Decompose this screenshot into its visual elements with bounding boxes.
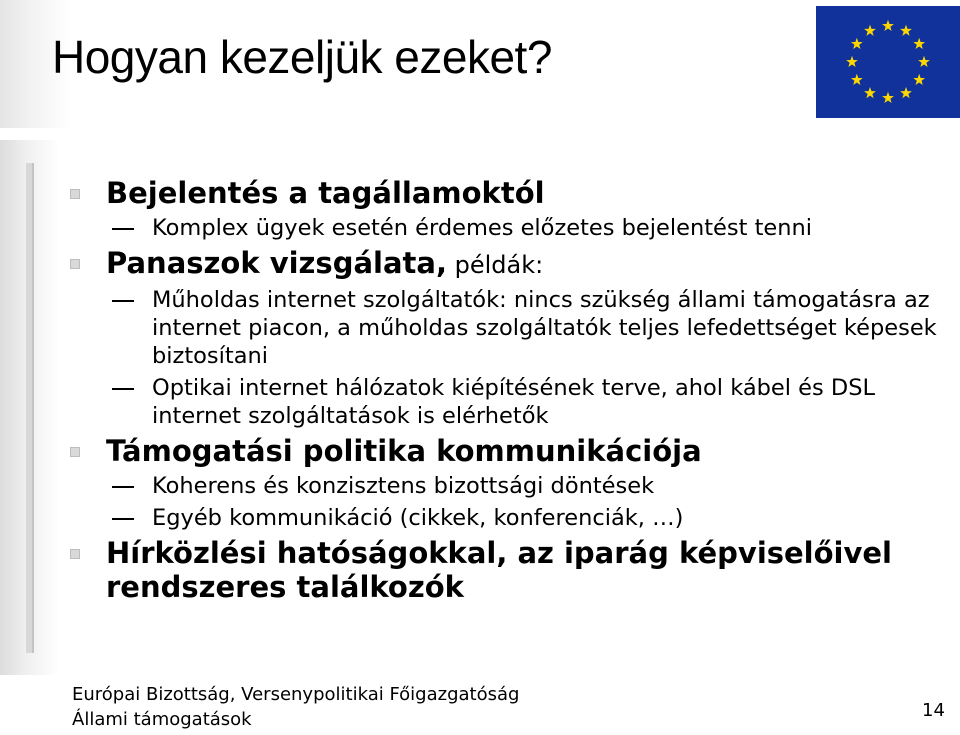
slide-title: Hogyan kezeljük ezeket? <box>52 31 552 83</box>
square-bullet-icon <box>70 189 80 199</box>
dash-bullet-icon <box>112 300 134 302</box>
eu-flag-stars <box>816 6 960 118</box>
slide-content <box>66 176 946 608</box>
flag-star-icon <box>846 56 858 67</box>
eu-flag-icon <box>816 6 960 118</box>
footer-subtitle: Állami támogatások <box>72 709 252 730</box>
dash-bullet-icon <box>112 228 134 230</box>
flag-star-icon <box>913 38 925 49</box>
sub-bullet-text: Műholdas internet szolgáltatók: nincs szükség állami támogatásra az internet piacon, a műholdas szolgáltatók teljes lefedettséget képesek biztosítani <box>152 287 937 369</box>
sub-bullet-text: Optikai internet hálózatok kiépítésének terve, ahol kábel és DSL internet szolgáltatások is elérhetők <box>152 375 876 429</box>
sub-bullet-item <box>66 504 946 532</box>
flag-star-icon <box>864 25 876 36</box>
sub-bullet-text: Egyéb kommunikáció (cikkek, konferenciák, …) <box>152 505 684 531</box>
flag-star-icon <box>913 74 925 85</box>
footer-organization: Európai Bizottság, Versenypolitikai Főigazgatóság <box>72 684 520 705</box>
bullet-item-1 <box>66 176 946 210</box>
flag-star-icon <box>900 87 912 98</box>
sub-bullet-text: Komplex ügyek esetén érdemes előzetes bejelentést tenni <box>152 215 813 241</box>
square-bullet-icon <box>70 259 80 269</box>
bullet-heading: Panaszok vizsgálata, <box>106 246 447 280</box>
sub-bullet-item <box>66 472 946 500</box>
bullet-item-2 <box>66 246 946 282</box>
dash-bullet-icon <box>112 388 134 390</box>
flag-star-icon <box>882 20 894 31</box>
page-number: 14 <box>922 700 945 721</box>
sub-bullet-item <box>66 214 946 242</box>
flag-star-icon <box>900 25 912 36</box>
title-panel <box>0 0 812 128</box>
dash-bullet-icon <box>112 486 134 488</box>
square-bullet-icon <box>70 447 80 457</box>
flag-star-icon <box>864 87 876 98</box>
sub-bullet-item <box>66 374 946 430</box>
flag-star-icon <box>851 38 863 49</box>
bullet-heading-suffix: példák: <box>446 251 544 279</box>
bullet-item-3 <box>66 434 946 468</box>
sub-bullet-text: Koherens és konzisztens bizottsági döntések <box>152 473 655 499</box>
content-divider <box>26 163 34 653</box>
flag-star-icon <box>918 56 930 67</box>
dash-bullet-icon <box>112 518 134 520</box>
bullet-heading: Támogatási politika kommunikációja <box>106 434 702 468</box>
sub-bullet-item <box>66 286 946 370</box>
bullet-heading: Hírközlési hatóságokkal, az iparág képviselőivel rendszeres találkozók <box>106 536 893 604</box>
flag-star-icon <box>851 74 863 85</box>
bullet-heading: Bejelentés a tagállamoktól <box>106 176 545 210</box>
square-bullet-icon <box>70 549 80 559</box>
bullet-item-4 <box>66 536 946 604</box>
flag-star-icon <box>882 92 894 103</box>
